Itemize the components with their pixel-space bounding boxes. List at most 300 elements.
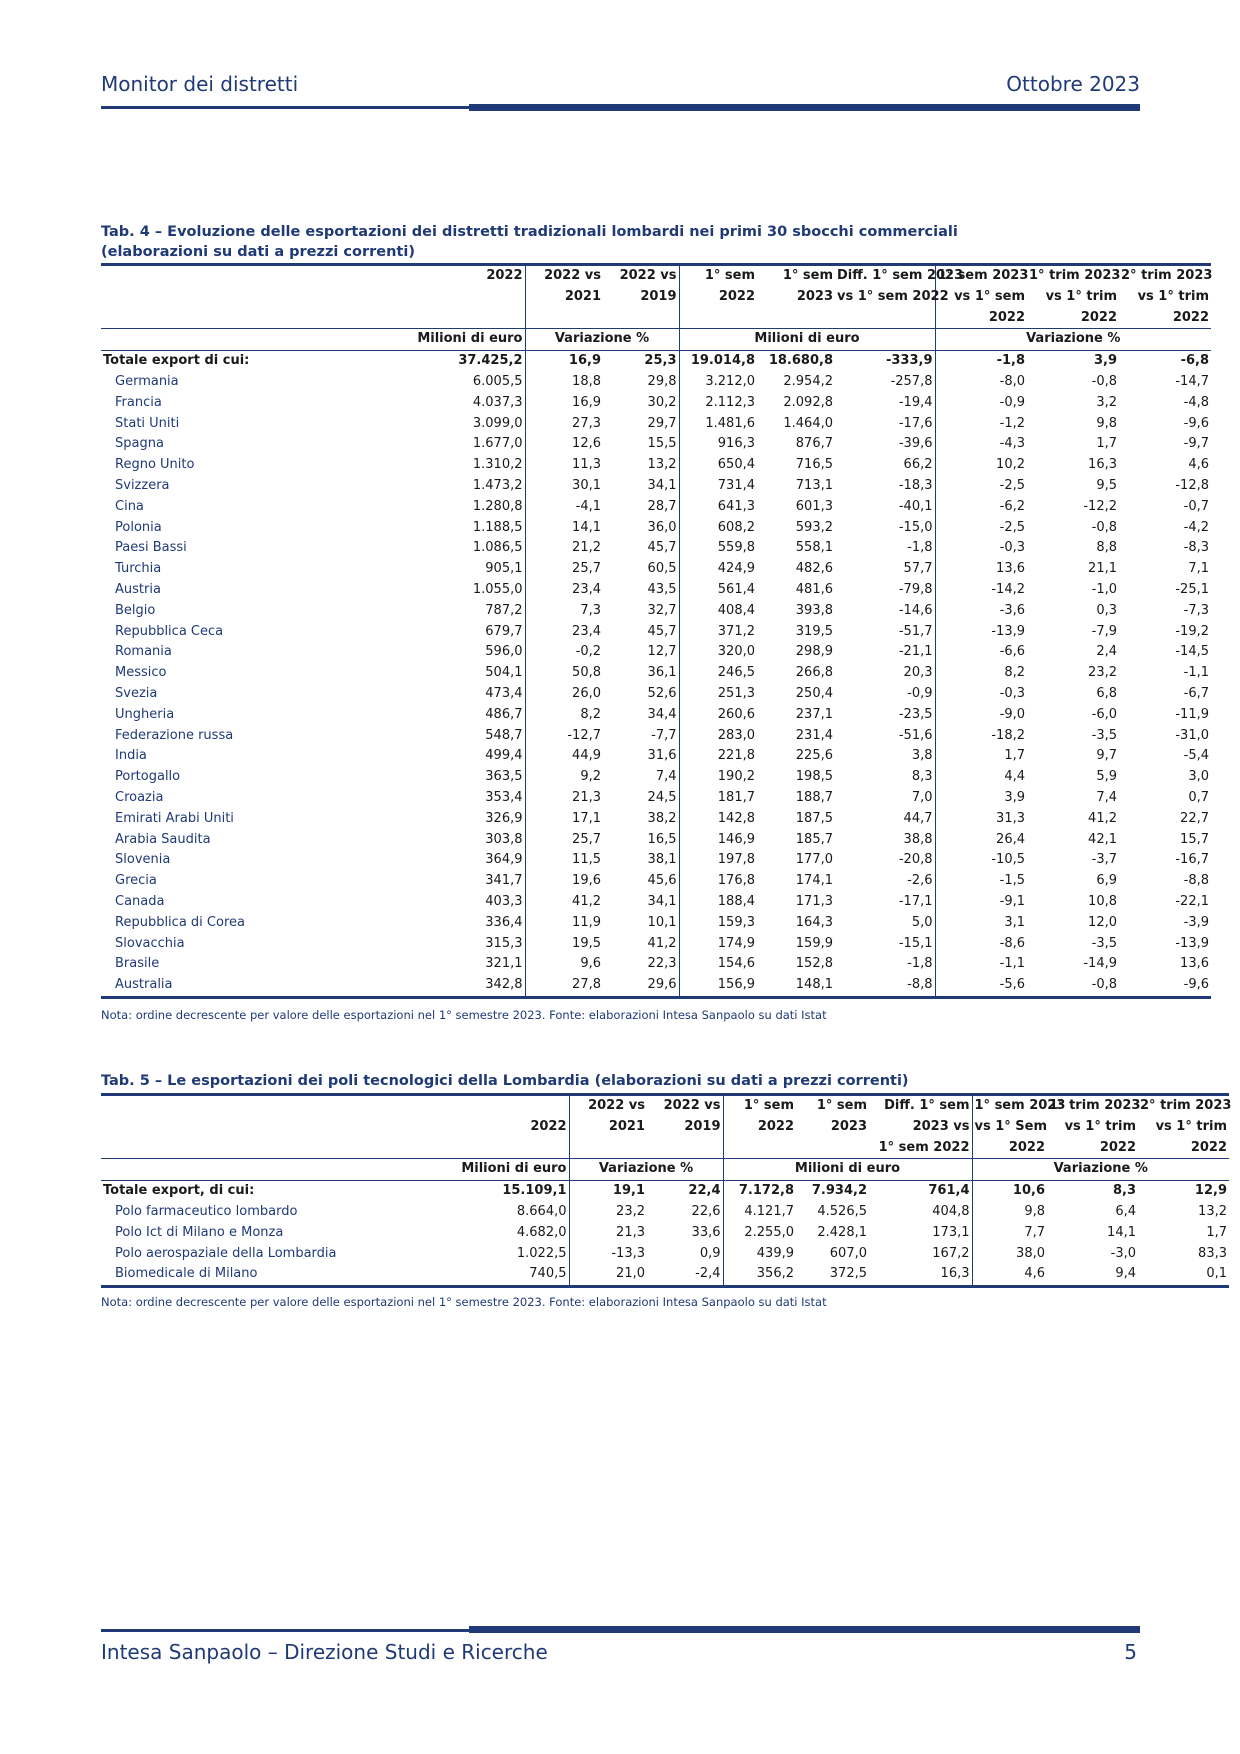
value-cell: -31,0: [1175, 727, 1209, 743]
row-label: Ungheria: [115, 706, 175, 722]
value-cell: 1.086,5: [431, 538, 525, 559]
row-label: Germania: [115, 373, 179, 389]
value-cell: 4.682,0: [476, 1223, 569, 1244]
value-cell: 1.055,0: [431, 580, 525, 601]
value-cell: -8,3: [1183, 540, 1209, 556]
value-cell: 473,4: [431, 684, 525, 705]
table-row: [101, 934, 1211, 955]
value-cell: 8,3: [835, 767, 935, 788]
value-cell: -8,8: [835, 975, 935, 997]
units-row: [101, 1159, 1229, 1181]
value-cell: 41,2: [572, 893, 601, 909]
header-cell: 2022: [1008, 1139, 1045, 1155]
value-cell: -1,2: [999, 415, 1025, 431]
row-label: Polonia: [115, 519, 162, 535]
value-cell: 142,8: [717, 810, 755, 826]
value-cell: 19.014,8: [690, 353, 755, 369]
value-cell: 190,2: [717, 769, 755, 785]
value-cell: -14,7: [1175, 373, 1209, 389]
value-cell: -18,2: [991, 727, 1025, 743]
value-cell: -8,0: [999, 373, 1025, 389]
value-cell: 26,0: [572, 685, 601, 701]
value-cell: -15,1: [835, 934, 935, 955]
table-row: [101, 601, 1211, 622]
value-cell: 29,8: [603, 372, 679, 393]
value-cell: 2.954,2: [783, 373, 833, 389]
value-cell: -12,2: [1083, 498, 1117, 514]
value-cell: 31,6: [603, 746, 679, 767]
value-cell: 10,6: [1012, 1183, 1045, 1199]
value-cell: 266,8: [795, 665, 833, 681]
value-cell: 787,2: [431, 601, 525, 622]
table-row: [101, 1223, 1229, 1244]
value-cell: 52,6: [603, 684, 679, 705]
value-cell: 159,3: [717, 914, 755, 930]
value-cell: 22,3: [603, 954, 679, 975]
header-cell: [647, 1138, 723, 1159]
value-cell: 10,2: [996, 457, 1025, 473]
row-label: Svezia: [115, 685, 158, 701]
header-cell: 2022 vs: [525, 265, 603, 287]
value-cell: -1,8: [835, 538, 935, 559]
value-cell: 13,6: [1180, 956, 1209, 972]
header-cell: 2022: [476, 1117, 569, 1138]
value-cell: 679,7: [431, 622, 525, 643]
value-cell: 641,3: [717, 498, 755, 514]
table-row: [101, 414, 1211, 435]
value-cell: 173,1: [869, 1223, 972, 1244]
value-cell: 24,5: [603, 788, 679, 809]
value-cell: 21,2: [572, 540, 601, 556]
value-cell: 1.473,2: [431, 476, 525, 497]
row-label: Grecia: [115, 873, 157, 889]
value-cell: 25,7: [572, 831, 601, 847]
value-cell: 2.112,3: [705, 394, 755, 410]
header-cell: [476, 1138, 569, 1159]
value-cell: 9,2: [580, 769, 601, 785]
value-cell: 7,4: [1096, 789, 1117, 805]
value-cell: 15,7: [1180, 831, 1209, 847]
value-cell: 23,4: [572, 623, 601, 639]
value-cell: 4,4: [1004, 769, 1025, 785]
value-cell: -1,8: [835, 954, 935, 975]
value-cell: -14,2: [991, 581, 1025, 597]
table4-title: [101, 222, 1141, 262]
value-cell: 34,1: [603, 476, 679, 497]
value-cell: -4,3: [999, 436, 1025, 452]
value-cell: 45,7: [603, 538, 679, 559]
value-cell: 341,7: [431, 871, 525, 892]
value-cell: 303,8: [431, 830, 525, 851]
header-cell: 1° sem: [723, 1095, 796, 1117]
header-rule-thin: [101, 106, 469, 109]
value-cell: 9,5: [1096, 477, 1117, 493]
value-cell: -51,7: [835, 622, 935, 643]
value-cell: 6,4: [1115, 1203, 1136, 1219]
value-cell: 593,2: [795, 519, 833, 535]
value-cell: -9,6: [1119, 975, 1211, 997]
row-label: Turchia: [115, 561, 162, 577]
value-cell: 188,4: [717, 893, 755, 909]
value-cell: -6,8: [1180, 353, 1209, 369]
units-cell: Variazione %: [525, 329, 679, 351]
value-cell: 716,5: [795, 457, 833, 473]
value-cell: -7,3: [1183, 602, 1209, 618]
row-label: Croazia: [115, 789, 164, 805]
value-cell: 7,1: [1188, 561, 1209, 577]
header-rule-thick: [469, 104, 1140, 111]
value-cell: -333,9: [835, 351, 935, 372]
header-cell: vs 1° trim: [1064, 1118, 1136, 1134]
value-cell: -0,8: [1091, 373, 1117, 389]
value-cell: 0,3: [1096, 602, 1117, 618]
value-cell: 12,6: [572, 436, 601, 452]
value-cell: 8,2: [1004, 665, 1025, 681]
value-cell: 31,3: [996, 810, 1025, 826]
value-cell: -9,6: [1183, 415, 1209, 431]
value-cell: -3,9: [1183, 914, 1209, 930]
value-cell: 8,2: [580, 706, 601, 722]
row-label: Cina: [115, 498, 144, 514]
header-cell: 2022: [1099, 1139, 1136, 1155]
header-cell: [101, 1138, 476, 1159]
table4-body: [101, 265, 1211, 998]
value-cell: 6,9: [1096, 873, 1117, 889]
value-cell: -13,9: [1175, 935, 1209, 951]
row-label: Totale export, di cui:: [103, 1183, 255, 1199]
value-cell: 251,3: [717, 685, 755, 701]
footer-rule-thin: [101, 1629, 469, 1632]
header-cell: 1° sem: [796, 1095, 869, 1117]
row-label: Svizzera: [115, 477, 170, 493]
value-cell: -10,5: [991, 852, 1025, 868]
table-row: [101, 975, 1211, 997]
value-cell: -1,1: [999, 956, 1025, 972]
value-cell: 26,4: [996, 831, 1025, 847]
value-cell: 154,6: [717, 956, 755, 972]
value-cell: 3,2: [1096, 394, 1117, 410]
units-cell: Milioni di euro: [679, 329, 935, 351]
value-cell: 0,9: [647, 1244, 723, 1265]
value-cell: 29,6: [603, 975, 679, 997]
value-cell: -3,5: [1091, 727, 1117, 743]
table-row: [101, 746, 1211, 767]
value-cell: 260,6: [717, 706, 755, 722]
value-cell: -1,8: [996, 353, 1025, 369]
table-row: [101, 809, 1211, 830]
value-cell: -5,6: [935, 975, 1027, 997]
value-cell: -23,5: [835, 705, 935, 726]
header-cell: [476, 1095, 569, 1117]
header-cell: 2022: [431, 265, 525, 287]
value-cell: -19,2: [1175, 623, 1209, 639]
value-cell: -39,6: [835, 434, 935, 455]
value-cell: 148,1: [757, 975, 835, 997]
value-cell: 0,7: [1188, 789, 1209, 805]
value-cell: -8,6: [999, 935, 1025, 951]
header-cell: [835, 308, 935, 329]
value-cell: 608,2: [717, 519, 755, 535]
value-cell: 198,5: [795, 769, 833, 785]
value-cell: -0,2: [575, 644, 601, 660]
value-cell: 57,7: [835, 559, 935, 580]
value-cell: 2.255,0: [744, 1224, 794, 1240]
value-cell: 60,5: [603, 559, 679, 580]
value-cell: -0,9: [999, 394, 1025, 410]
value-cell: 27,8: [525, 975, 603, 997]
value-cell: -21,1: [835, 642, 935, 663]
value-cell: 10,8: [1088, 893, 1117, 909]
value-cell: 315,3: [431, 934, 525, 955]
table-row: [101, 1264, 1229, 1286]
value-cell: 13,2: [1198, 1203, 1227, 1219]
value-cell: -14,5: [1175, 644, 1209, 660]
value-cell: 2.092,8: [783, 394, 833, 410]
row-label: Austria: [115, 581, 161, 597]
row-label: Canada: [115, 893, 165, 909]
value-cell: 321,1: [431, 954, 525, 975]
table-row: [101, 726, 1211, 747]
value-cell: 371,2: [717, 623, 755, 639]
value-cell: 1.310,2: [431, 455, 525, 476]
row-label: Slovacchia: [115, 935, 185, 951]
value-cell: -7,9: [1091, 623, 1117, 639]
value-cell: 905,1: [431, 559, 525, 580]
header-cell: 2° trim 2023: [1119, 265, 1211, 287]
header-cell: vs 1° sem 2022: [835, 287, 935, 308]
total-row: [101, 351, 1211, 372]
value-cell: 558,1: [795, 540, 833, 556]
table-row: [101, 830, 1211, 851]
value-cell: 283,0: [717, 727, 755, 743]
table-row: [101, 663, 1211, 684]
header-cell: 1° trim 2023: [1027, 265, 1119, 287]
value-cell: 596,0: [431, 642, 525, 663]
header-cell: [101, 1117, 476, 1138]
value-cell: 1.188,5: [431, 518, 525, 539]
value-cell: 22,4: [647, 1181, 723, 1202]
value-cell: 21,3: [616, 1224, 645, 1240]
value-cell: -16,7: [1175, 852, 1209, 868]
row-label: Totale export di cui:: [103, 353, 250, 369]
value-cell: 23,2: [616, 1203, 645, 1219]
header-cell: 1° sem 2022: [869, 1138, 972, 1159]
value-cell: 30,1: [572, 477, 601, 493]
value-cell: -79,8: [835, 580, 935, 601]
value-cell: 326,9: [431, 809, 525, 830]
value-cell: -4,8: [1183, 394, 1209, 410]
value-cell: 174,1: [795, 873, 833, 889]
value-cell: -1,5: [999, 873, 1025, 889]
value-cell: 1,7: [1096, 436, 1117, 452]
value-cell: 7.172,8: [738, 1183, 794, 1199]
value-cell: 174,9: [717, 935, 755, 951]
table-row: [101, 788, 1211, 809]
table-row: [101, 871, 1211, 892]
header-cell: [101, 287, 431, 308]
row-label: India: [115, 748, 147, 764]
header-cell: [101, 308, 431, 329]
value-cell: 231,4: [795, 727, 833, 743]
header-cell: 2022: [1190, 1139, 1227, 1155]
value-cell: 320,0: [717, 644, 755, 660]
value-cell: -3,7: [1091, 852, 1117, 868]
row-label: Arabia Saudita: [115, 831, 211, 847]
header-cell: [525, 308, 603, 329]
value-cell: 713,1: [795, 477, 833, 493]
value-cell: 34,1: [603, 892, 679, 913]
table4-title-line2: (elaborazioni su dati a prezzi correnti): [101, 244, 415, 260]
value-cell: -11,9: [1175, 706, 1209, 722]
value-cell: 171,3: [795, 893, 833, 909]
table-row: [101, 892, 1211, 913]
value-cell: 4,6: [972, 1264, 1047, 1286]
value-cell: -18,3: [835, 476, 935, 497]
value-cell: 548,7: [431, 726, 525, 747]
value-cell: -13,3: [611, 1245, 645, 1261]
value-cell: 25,7: [572, 561, 601, 577]
value-cell: -19,4: [835, 393, 935, 414]
units-cell: Variazione %: [569, 1159, 723, 1181]
value-cell: 32,7: [603, 601, 679, 622]
value-cell: 11,3: [572, 457, 601, 473]
table-row: [101, 684, 1211, 705]
row-label: Australia: [101, 975, 431, 997]
value-cell: 761,4: [869, 1181, 972, 1202]
table-row: [101, 434, 1211, 455]
value-cell: -9,7: [1183, 436, 1209, 452]
table-row: [101, 497, 1211, 518]
value-cell: 1.677,0: [431, 434, 525, 455]
header-cell: 2022 vs: [603, 265, 679, 287]
value-cell: 16,9: [568, 353, 601, 369]
table-row: [101, 913, 1211, 934]
value-cell: 38,8: [835, 830, 935, 851]
value-cell: 408,4: [717, 602, 755, 618]
value-cell: -0,8: [1091, 519, 1117, 535]
table5-note: Nota: ordine decrescente per valore delle esportazioni nel 1° semestre 2023. Fonte: elaborazioni Intesa Sanpaolo su dati Istat: [101, 1295, 827, 1309]
value-cell: -17,1: [835, 892, 935, 913]
value-cell: -3,0: [1110, 1245, 1136, 1261]
row-label: Portogallo: [115, 769, 181, 785]
value-cell: 372,5: [796, 1264, 869, 1286]
row-label: Brasile: [115, 956, 160, 972]
value-cell: 561,4: [717, 581, 755, 597]
row-label: Messico: [115, 665, 167, 681]
value-cell: 2.428,1: [817, 1224, 867, 1240]
units-cell: Variazione %: [935, 329, 1211, 351]
header-cell: vs 1° trim: [1045, 288, 1117, 304]
value-cell: 2,4: [1096, 644, 1117, 660]
value-cell: -0,9: [835, 684, 935, 705]
row-label: Romania: [115, 644, 172, 660]
value-cell: 23,4: [572, 581, 601, 597]
value-cell: 3,8: [835, 746, 935, 767]
header-cell: [101, 265, 431, 287]
table5-body: [101, 1095, 1232, 1287]
value-cell: -3,5: [1091, 935, 1117, 951]
value-cell: -9,1: [999, 893, 1025, 909]
value-cell: 22,7: [1180, 810, 1209, 826]
footer-source: Intesa Sanpaolo – Direzione Studi e Ricerche: [101, 1640, 548, 1664]
value-cell: 7,3: [580, 602, 601, 618]
value-cell: 18,8: [572, 373, 601, 389]
row-label: Biomedicale di Milano: [101, 1264, 476, 1286]
value-cell: -0,7: [1183, 498, 1209, 514]
table-row: [101, 642, 1211, 663]
header-cell: 2023 vs: [869, 1117, 972, 1138]
header-cell: vs 1° trim: [1155, 1118, 1227, 1134]
value-cell: 44,7: [835, 809, 935, 830]
header-cell: 2019: [603, 287, 679, 308]
value-cell: 916,3: [717, 436, 755, 452]
header-cell: Diff. 1° sem: [869, 1095, 972, 1117]
total-row: [101, 1181, 1229, 1202]
table-row: [101, 538, 1211, 559]
value-cell: 156,9: [679, 975, 757, 997]
value-cell: 30,2: [603, 393, 679, 414]
row-label: Emirati Arabi Uniti: [115, 810, 234, 826]
value-cell: 43,5: [603, 580, 679, 601]
table-row: [101, 767, 1211, 788]
header-cell: 1° sem: [679, 265, 757, 287]
page-number: 5: [1124, 1640, 1137, 1664]
value-cell: 319,5: [795, 623, 833, 639]
value-cell: 42,1: [1088, 831, 1117, 847]
header-cell: vs 1° Sem: [974, 1118, 1048, 1134]
value-cell: -1,1: [1183, 665, 1209, 681]
value-cell: 7.934,2: [811, 1183, 867, 1199]
value-cell: 356,2: [723, 1264, 796, 1286]
value-cell: 559,8: [717, 540, 755, 556]
value-cell: 8.664,0: [476, 1202, 569, 1223]
header-cell: [101, 1095, 476, 1117]
value-cell: 5,9: [1096, 769, 1117, 785]
value-cell: 8,8: [1096, 540, 1117, 556]
header-cell: [431, 287, 525, 308]
value-cell: 740,5: [476, 1264, 569, 1286]
table-row: [101, 518, 1211, 539]
row-label: Repubblica Ceca: [115, 623, 224, 639]
value-cell: 237,1: [795, 706, 833, 722]
header-cell: [757, 308, 835, 329]
header-cell: 2022: [757, 1118, 794, 1134]
value-cell: -20,8: [835, 850, 935, 871]
value-cell: 504,1: [431, 663, 525, 684]
header-cell: [723, 1138, 796, 1159]
value-cell: 15,5: [603, 434, 679, 455]
footer-rule-thick: [469, 1626, 1140, 1633]
header-cell: 2023: [830, 1118, 867, 1134]
value-cell: 7,0: [835, 788, 935, 809]
value-cell: -9,0: [999, 706, 1025, 722]
value-cell: -14,9: [1083, 956, 1117, 972]
value-cell: -4,2: [1183, 519, 1209, 535]
header-cell: 2021: [564, 288, 601, 304]
value-cell: 27,3: [572, 415, 601, 431]
value-cell: 18.680,8: [768, 353, 833, 369]
header-cell: 2022 vs: [569, 1095, 647, 1117]
value-cell: 50,8: [572, 665, 601, 681]
header-cell: 1° sem 2023: [972, 1095, 1047, 1117]
table-row: [101, 954, 1211, 975]
header-cell: [796, 1138, 869, 1159]
table4-note: Nota: ordine decrescente per valore delle esportazioni nel 1° semestre 2023. Fonte: elaborazioni Intesa Sanpaolo su dati Istat: [101, 1008, 827, 1022]
value-cell: -15,0: [835, 518, 935, 539]
table-row: [101, 455, 1211, 476]
value-cell: 16,9: [572, 394, 601, 410]
value-cell: -2,5: [999, 519, 1025, 535]
